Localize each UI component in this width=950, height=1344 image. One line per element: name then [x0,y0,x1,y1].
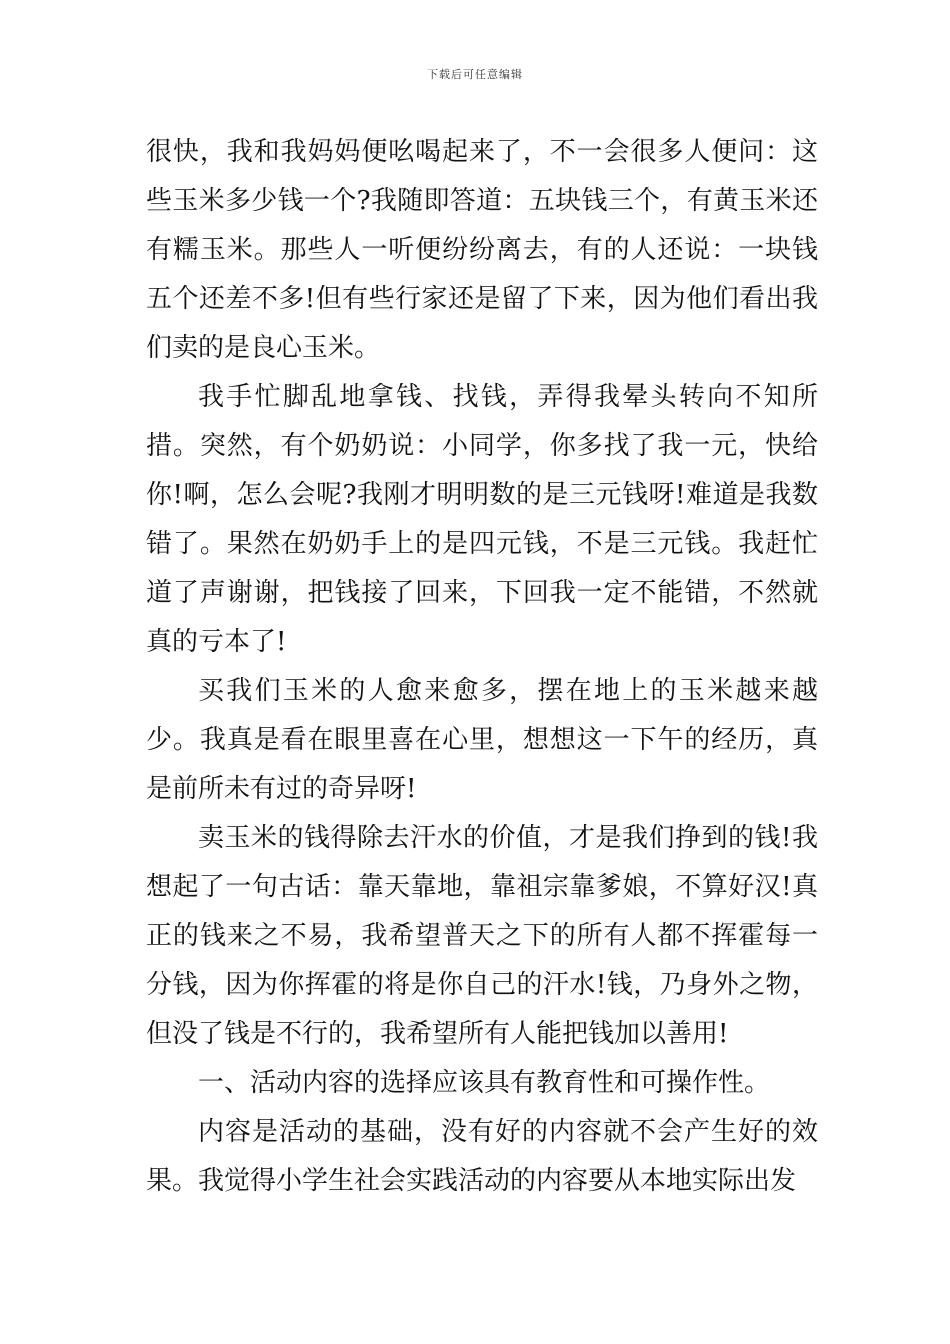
paragraph-2: 我手忙脚乱地拿钱、找钱，弄得我晕头转向不知所措。突然，有个奶奶说：小同学，你多找了我一元，快给你!啊，怎么会呢?我刚才明明数的是三元钱呀!难道是我数错了。果然在奶奶手上的是四元钱，不是三元钱。我赶忙道了声谢谢，把钱接了回来，下回我一定不能错，不然就真的亏本了! [146,382,818,657]
paragraph-6: 内容是活动的基础，没有好的内容就不会产生好的效果。我觉得小学生社会实践活动的内容要从本地实际出发 [146,1117,818,1196]
paragraph-1: 很快，我和我妈妈便吆喝起来了，不一会很多人便问：这些玉米多少钱一个?我随即答道：五块钱三个，有黄玉米还有糯玉米。那些人一听便纷纷离去，有的人还说：一块钱五个还差不多!但有些行家还是留了下来，因为他们看出我们卖的是良心玉米。 [146,137,818,363]
paragraph-3: 买我们玉米的人愈来愈多，摆在地上的玉米越来越少。我真是看在眼里喜在心里，想想这一下午的经历，真是前所未有过的奇异呀! [146,676,818,804]
page-header: 下载后可任意编辑 [427,68,523,81]
document-body [146,128,818,1206]
paragraph-5-heading: 一、活动内容的选择应该具有教育性和可操作性。 [198,1068,771,1098]
paragraph-4: 卖玉米的钱得除去汗水的价值，才是我们挣到的钱!我想起了一句古话：靠天靠地，靠祖宗靠爹娘，不算好汉!真正的钱来之不易，我希望普天之下的所有人都不挥霍每一分钱，因为你挥霍的将是你自己的汗水!钱，乃身外之物，但没了钱是不行的，我希望所有人能把钱加以善用! [146,823,818,1049]
